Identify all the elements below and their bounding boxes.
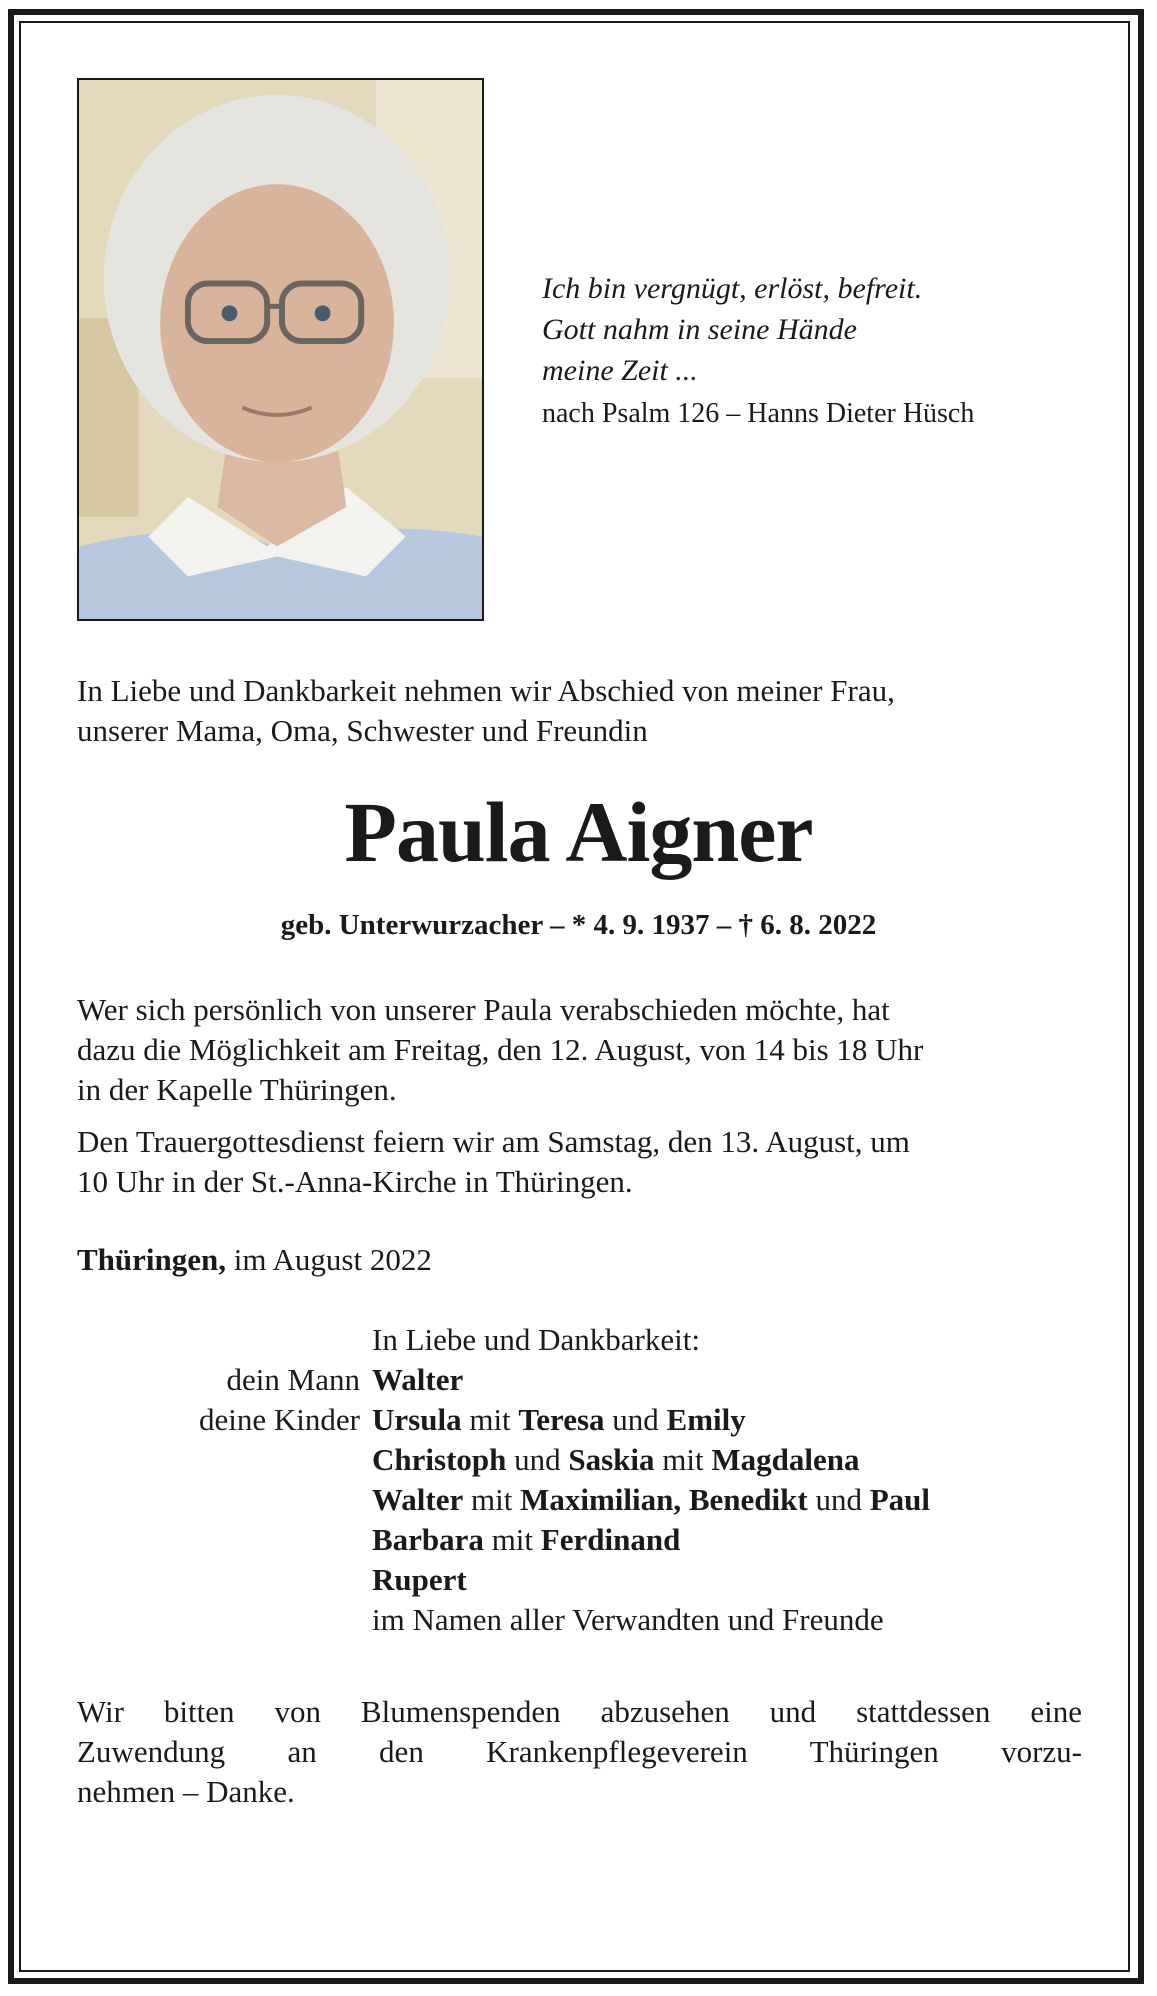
mourner-role: deine Kinder [199, 1402, 360, 1437]
mourner-name: Rupert [372, 1562, 467, 1597]
mourners-closing: im Namen aller Verwandten und Freunde [372, 1602, 884, 1637]
mourner-row [77, 1480, 1082, 1520]
mourner-row [77, 1360, 1082, 1400]
intro-line: In Liebe und Dankbarkeit nehmen wir Abschied von meiner Frau, [77, 673, 895, 708]
mourner-name: Walter [372, 1362, 464, 1397]
date: im August 2022 [233, 1242, 432, 1277]
intro-text [77, 671, 1077, 751]
visitation-line: Wer sich persönlich von unserer Paula verabschieden möchte, hat [77, 992, 890, 1027]
mourner-row [77, 1520, 1082, 1560]
life-dates: geb. Unterwurzacher – * 4. 9. 1937 – † 6. 8. 2022 [280, 909, 877, 941]
quote-line: Gott nahm in seine Hände [542, 313, 857, 346]
connector: mit [471, 1482, 513, 1517]
mourner-name: Christoph [372, 1442, 507, 1477]
quote-block [542, 268, 974, 434]
visitation-line: in der Kapelle Thüringen. [77, 1072, 397, 1107]
mourner-name: Ferdinand [540, 1522, 681, 1557]
connector: und [612, 1402, 659, 1437]
quote-line: Ich bin vergnügt, erlöst, befreit. [542, 272, 923, 305]
quote-source: nach Psalm 126 – Hanns Dieter Hüsch [542, 398, 975, 429]
connector: mit [491, 1522, 534, 1557]
place-date [77, 1240, 432, 1280]
connector: und [514, 1442, 561, 1477]
connector: und [815, 1482, 862, 1517]
mourner-name: Paul [869, 1482, 931, 1517]
mourners-heading: In Liebe und Dankbarkeit: [372, 1322, 700, 1357]
deceased-name: Paula Aigner [344, 784, 813, 880]
connector: mit [662, 1442, 704, 1477]
mourner-name: Magdalena [711, 1442, 860, 1477]
mourner-name: Ursula [372, 1402, 462, 1437]
intro-line: unserer Mama, Oma, Schwester und Freundin [77, 713, 648, 748]
mourner-row [77, 1560, 1082, 1600]
mourner-name: Barbara [372, 1522, 484, 1557]
portrait-photo [77, 78, 484, 621]
mourners-list [77, 1320, 1082, 1640]
mourner-name: Maximilian, Benedikt [520, 1482, 808, 1517]
mourner-row [77, 1400, 1082, 1440]
mourner-role: dein Mann [226, 1362, 360, 1397]
request-line: Zuwendung an den Krankenpflegeverein Thüringen vorzu- [77, 1734, 1082, 1769]
service-line: 10 Uhr in der St.-Anna-Kirche in Thüringen. [77, 1164, 633, 1199]
mourner-name: Teresa [518, 1402, 605, 1437]
place: Thüringen, [77, 1242, 227, 1277]
mourner-row [77, 1440, 1082, 1480]
quote-line: meine Zeit ... [542, 354, 698, 387]
service-line: Den Trauergottesdienst feiern wir am Samstag, den 13. August, um [77, 1124, 910, 1159]
donation-request [77, 1692, 1082, 1812]
mourner-name: Emily [666, 1402, 746, 1437]
visitation-line: dazu die Möglichkeit am Freitag, den 12. August, von 14 bis 18 Uhr [77, 1032, 924, 1067]
mourner-name: Walter [372, 1482, 464, 1517]
mourner-name: Saskia [568, 1442, 655, 1477]
request-line: Wir bitten von Blumenspenden abzusehen und stattdessen eine [77, 1694, 1082, 1729]
request-line: nehmen – Danke. [77, 1774, 295, 1809]
visitation-text [77, 990, 1082, 1110]
service-text [77, 1122, 1082, 1202]
connector: mit [469, 1402, 511, 1437]
